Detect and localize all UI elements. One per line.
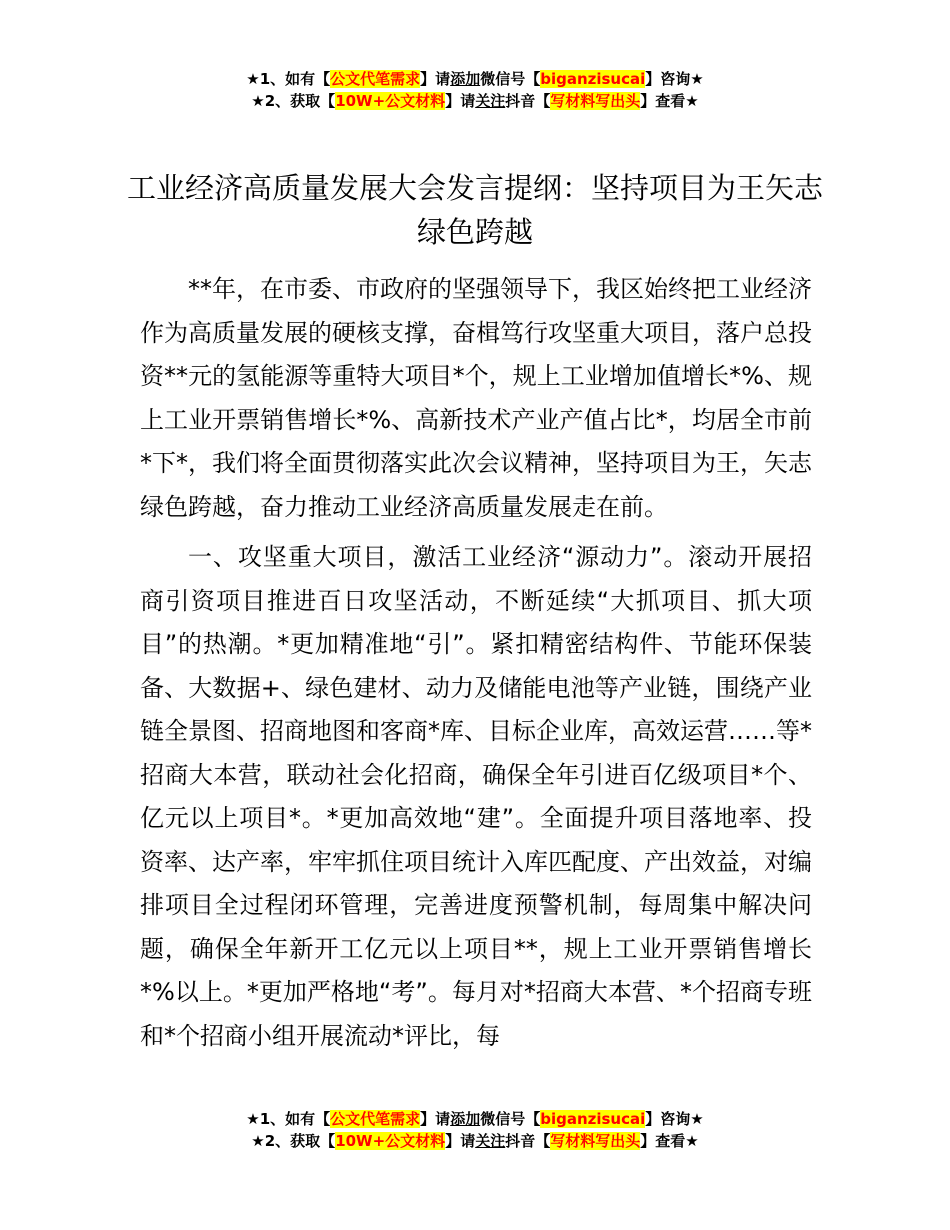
banner-underlined: 添加 [450,1110,481,1128]
banner-line-2 [0,1130,950,1152]
highlight-douyin: 写材料写出头 [550,1132,641,1150]
banner-text: 】请 [420,70,451,88]
banner-text: 】咨询★ [645,1110,704,1128]
banner-underlined: 关注 [475,1132,506,1150]
footer-banner [0,1108,950,1152]
highlight-douyin: 写材料写出头 [550,92,641,110]
banner-line-2 [0,90,950,112]
document-title: 工业经济高质量发展大会发言提纲：坚持项目为王矢志绿色跨越 [126,171,823,249]
banner-text: 】请 [445,92,476,110]
banner-underlined: 添加 [450,70,481,88]
header-banner [0,68,950,112]
highlight-service: 公文代笔需求 [330,1110,421,1128]
banner-line-1 [0,1108,950,1130]
banner-text: ★1、如有【 [246,1110,331,1128]
highlight-materials: 10W+公文材料 [335,92,446,110]
banner-underlined: 关注 [475,92,506,110]
banner-text: 】请 [420,1110,451,1128]
paragraph-intro: **年，在市委、市政府的坚强领导下，我区始终把工业经济作为高质量发展的硬核支撑，奋楫笃行攻坚重大项目，落户总投资**元的氢能源等重特大项目*个，规上工业增加值增长*%、规上工业开票销售增长*%、高新技术产业产值占比*，均居全市前*下*，我们将全面贯彻落实此次会议精神，坚持项目为王，矢志绿色跨越，奋力推动工业经济高质量发展走在前。 [140,275,812,521]
banner-text: 微信号【 [480,1110,541,1128]
banner-text: ★2、获取【 [251,1132,336,1150]
banner-text: 微信号【 [480,70,541,88]
banner-text: 】查看★ [640,1132,699,1150]
highlight-materials: 10W+公文材料 [335,1132,446,1150]
banner-text: ★1、如有【 [246,70,331,88]
banner-text: 】请 [445,1132,476,1150]
highlight-wechat-id: biganzisucai [540,70,646,88]
banner-text: ★2、获取【 [251,92,336,110]
paragraph-section-1: 一、攻坚重大项目，激活工业经济“源动力”。滚动开展招商引资项目推进百日攻坚活动，不断延续“大抓项目、抓大项目”的热潮。*更加精准地“引”。紧扣精密结构件、节能环保装备、大数据+、绿色建材、动力及储能电池等产业链，围绕产业链全景图、招商地图和客商*库、目标企业库，高效运营……等*招商大本营，联动社会化招商，确保全年引进百亿级项目*个、亿元以上项目*。*更加高效地“建”。全面提升项目落地率、投资率、达产率，牢牢抓住项目统计入库匹配度、产出效益，对编排项目全过程闭环管理，完善进度预警机制，每周集中解决问题，确保全年新开工亿元以上项目**，规上工业开票销售增长*%以上。*更加严格地“考”。每月对*招商大本营、*个招商专班和*个招商小组开展流动*评比，每 [140,543,812,1050]
banner-text: 抖音【 [505,92,551,110]
banner-line-1 [0,68,950,90]
highlight-service: 公文代笔需求 [330,70,421,88]
banner-text: 】查看★ [640,92,699,110]
highlight-wechat-id: biganzisucai [540,1110,646,1128]
banner-text: 抖音【 [505,1132,551,1150]
banner-text: 】咨询★ [645,70,704,88]
